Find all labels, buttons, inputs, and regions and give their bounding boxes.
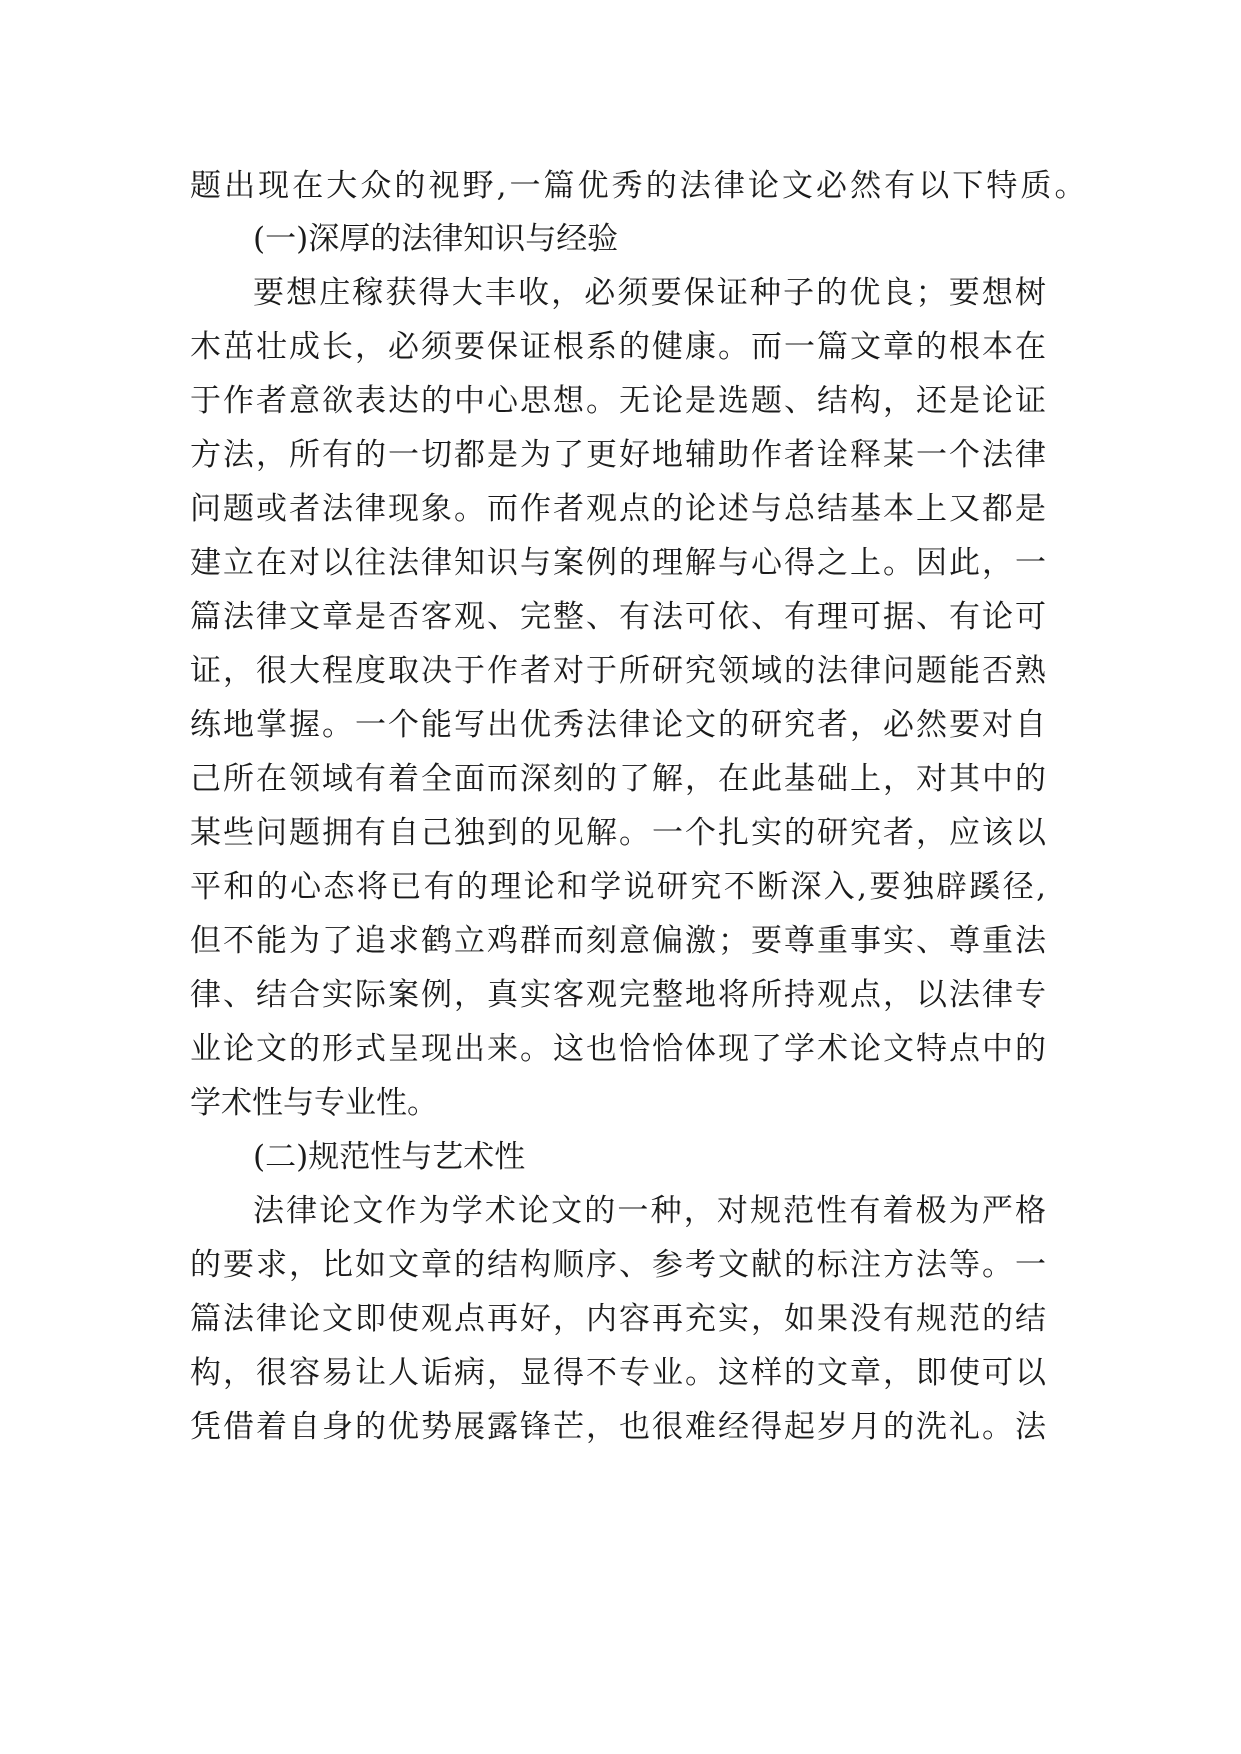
body-text-line: 要想庄稼获得大丰收，必须要保证种子的优良；要想树 bbox=[253, 275, 1046, 311]
body-text-line: 问题或者法律现象。而作者观点的论述与总结基本上又都是 bbox=[190, 491, 1046, 527]
body-text-line: 于作者意欲表达的中心思想。无论是选题、结构，还是论证 bbox=[190, 383, 1046, 419]
section-heading: (一)深厚的法律知识与经验 bbox=[253, 221, 619, 257]
body-text-line: 但不能为了追求鹤立鸡群而刻意偏激；要尊重事实、尊重法 bbox=[190, 923, 1046, 959]
body-text-line: 篇法律论文即使观点再好，内容再充实，如果没有规范的结 bbox=[190, 1301, 1046, 1337]
body-text-line: 学术性与专业性。 bbox=[190, 1085, 438, 1121]
body-text-line: 己所在领域有着全面而深刻的了解，在此基础上，对其中的 bbox=[190, 761, 1046, 797]
body-text-line: 凭借着自身的优势展露锋芒，也很难经得起岁月的洗礼。法 bbox=[190, 1409, 1046, 1445]
body-text-line: 练地掌握。一个能写出优秀法律论文的研究者，必然要对自 bbox=[190, 707, 1046, 743]
body-text-line: 律、结合实际案例，真实客观完整地将所持观点，以法律专 bbox=[190, 977, 1046, 1013]
body-text-line: 木茁壮成长，必须要保证根系的健康。而一篇文章的根本在 bbox=[190, 329, 1046, 365]
body-text-line: 题出现在大众的视野,一篇优秀的法律论文必然有以下特质。 bbox=[190, 168, 1086, 204]
body-text-line: 的要求，比如文章的结构顺序、参考文献的标注方法等。一 bbox=[190, 1247, 1046, 1283]
body-text-line: 篇法律文章是否客观、完整、有法可依、有理可据、有论可 bbox=[190, 599, 1046, 635]
body-text-line: 构，很容易让人诟病，显得不专业。这样的文章，即使可以 bbox=[190, 1355, 1046, 1391]
body-text-line: 建立在对以往法律知识与案例的理解与心得之上。因此，一 bbox=[190, 545, 1046, 581]
body-text-line: 法律论文作为学术论文的一种，对规范性有着极为严格 bbox=[253, 1193, 1046, 1229]
body-text-line: 业论文的形式呈现出来。这也恰恰体现了学术论文特点中的 bbox=[190, 1031, 1046, 1067]
body-text-line: 某些问题拥有自己独到的见解。一个扎实的研究者，应该以 bbox=[190, 815, 1046, 851]
body-text-line: 证，很大程度取决于作者对于所研究领域的法律问题能否熟 bbox=[190, 653, 1046, 689]
body-text-line: 方法，所有的一切都是为了更好地辅助作者诠释某一个法律 bbox=[190, 437, 1046, 473]
body-text-line: 平和的心态将已有的理论和学说研究不断深入,要独辟蹊径, bbox=[190, 869, 1046, 905]
section-heading: (二)规范性与艺术性 bbox=[253, 1139, 526, 1175]
